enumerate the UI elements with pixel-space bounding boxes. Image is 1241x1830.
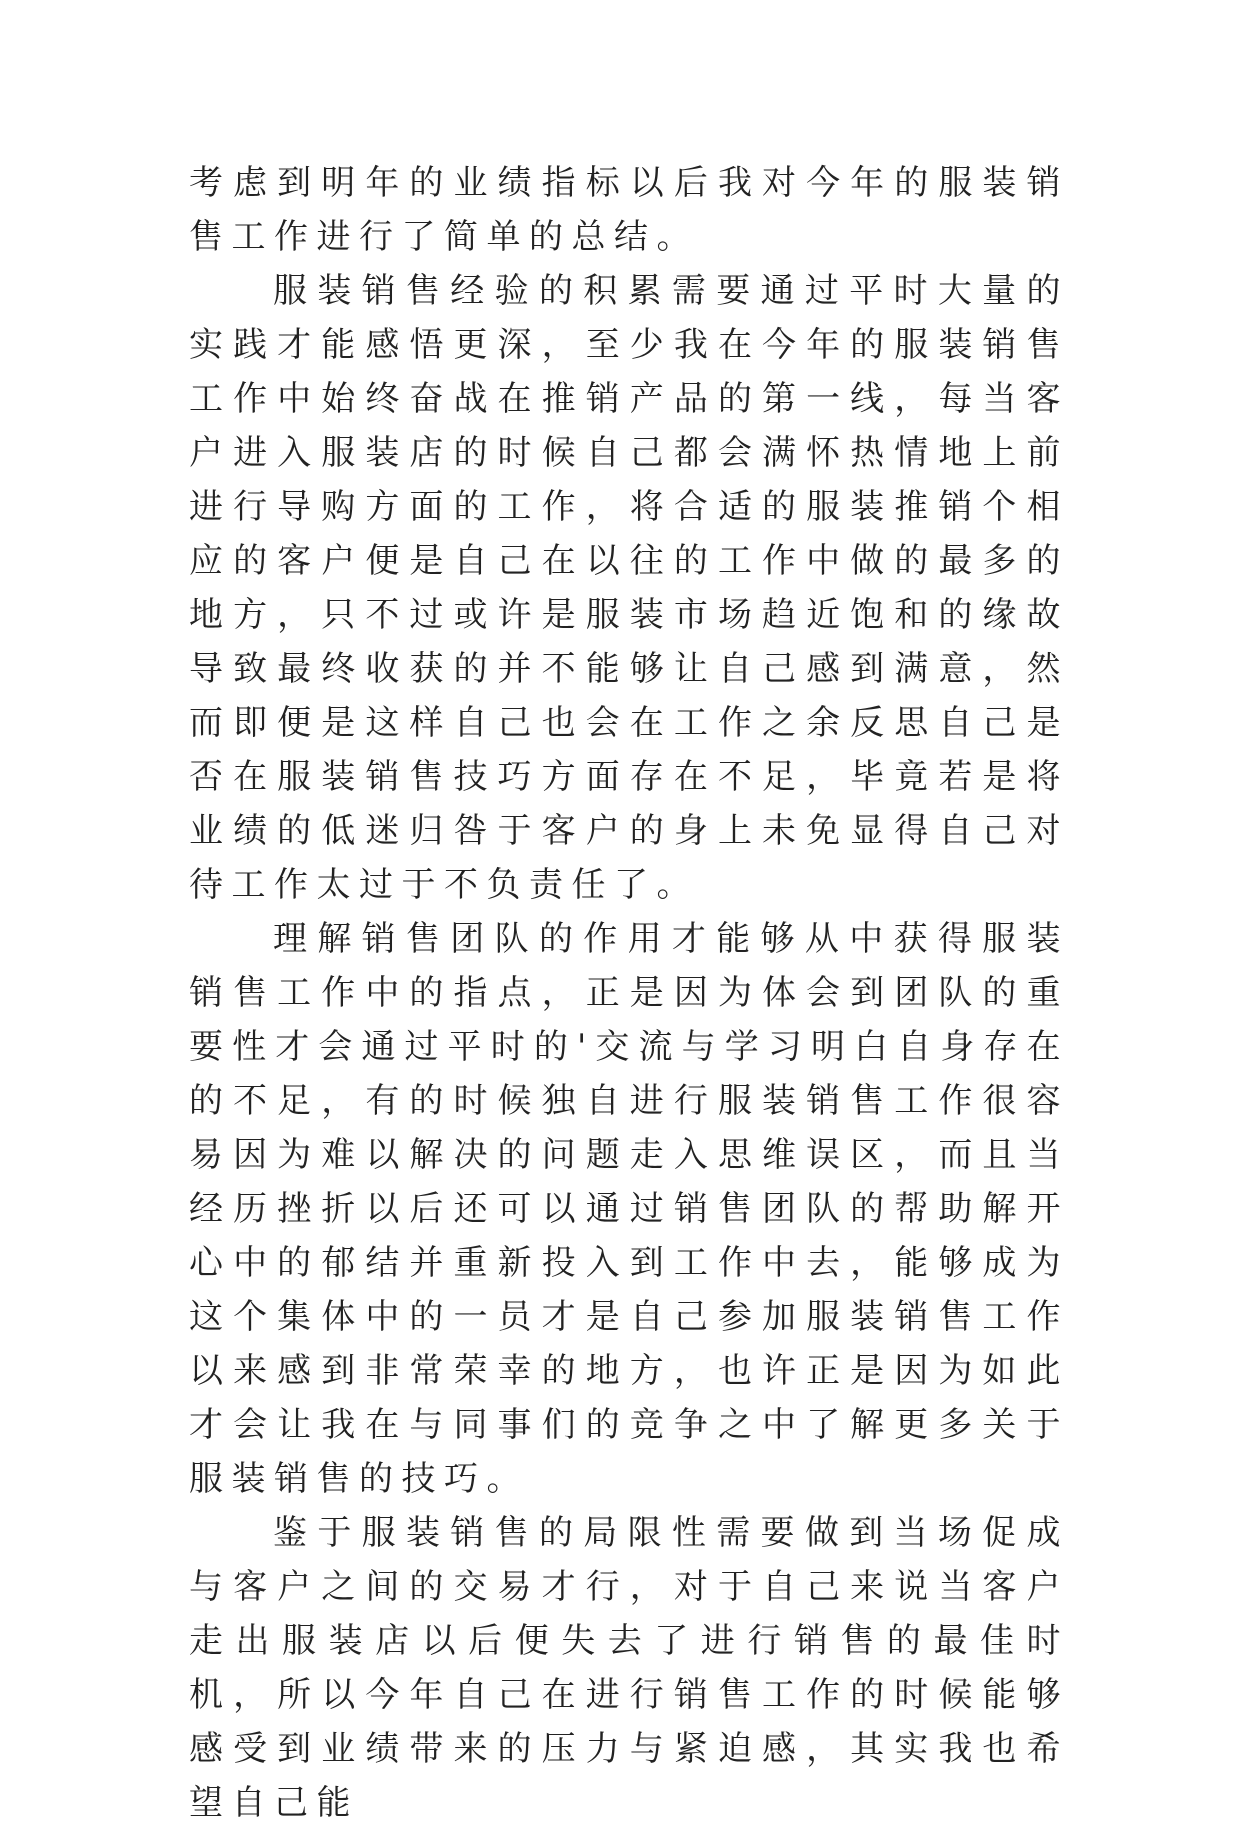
paragraph-3: 理解销售团队的作用才能够从中获得服装销售工作中的指点，正是因为体会到团队的重要性才会通过平时的'交流与学习明白自身存在的不足，有的时候独自进行服装销售工作很容易因为难以解决的问题走入思维误区，而且当经历挫折以后还可以通过销售团队的帮助解开心中的郁结并重新投入到工作中去，能够成为这个集体中的一员才是自己参加服装销售工作以来感到非常荣幸的地方，也许正是因为如此才会让我在与同事们的竞争之中了解更多关于服装销售的技巧。 (189, 919, 1069, 1499)
paragraph-1: 考虑到明年的业绩指标以后我对今年的服装销售工作进行了简单的总结。 (189, 163, 1069, 257)
paragraph-4: 鉴于服装销售的局限性需要做到当场促成与客户之间的交易才行，对于自己来说当客户走出服装店以后便失去了进行销售的最佳时机，所以今年自己在进行销售工作的时候能够感受到业绩带来的压力与紧迫感，其实我也希望自己能 (189, 1513, 1069, 1823)
document-body (189, 156, 1069, 1830)
paragraph-2: 服装销售经验的积累需要通过平时大量的实践才能感悟更深，至少我在今年的服装销售工作中始终奋战在推销产品的第一线，每当客户进入服装店的时候自己都会满怀热情地上前进行导购方面的工作，将合适的服装推销个相应的客户便是自己在以往的工作中做的最多的地方，只不过或许是服装市场趋近饱和的缘故导致最终收获的并不能够让自己感到满意，然而即便是这样自己也会在工作之余反思自己是否在服装销售技巧方面存在不足，毕竟若是将业绩的低迷归咎于客户的身上未免显得自己对待工作太过于不负责任了。 (189, 271, 1069, 905)
